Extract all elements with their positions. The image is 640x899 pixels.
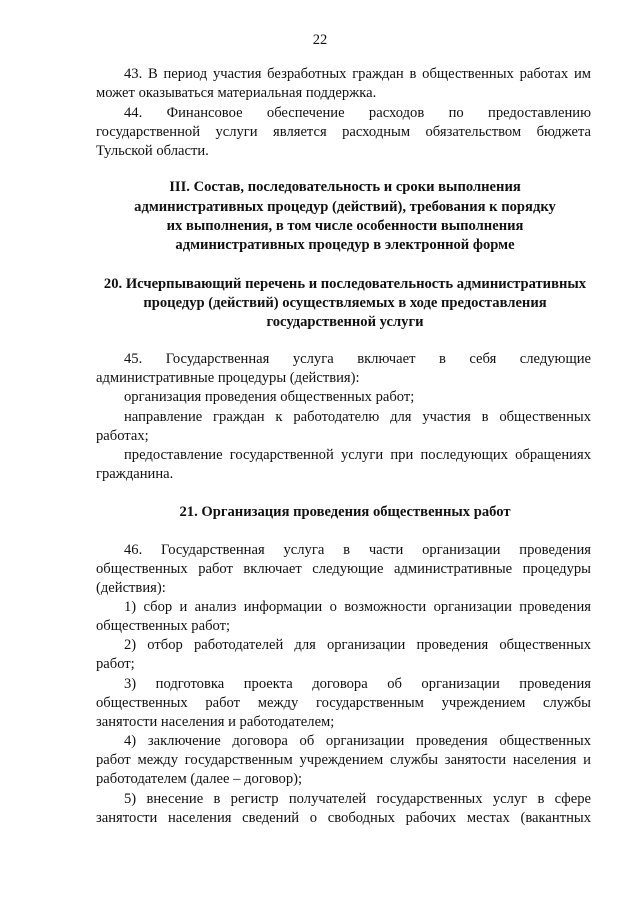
section-3-title-line-3: их выполнения, в том числе особенности выполнения <box>166 218 524 234</box>
subsection-20-title-line-3: государственной услуги <box>266 314 424 330</box>
item-4-line-1: 4) заключение договора об организации проведения общественных <box>124 733 591 749</box>
item-2-line-2: работ; <box>96 656 135 672</box>
subsection-21-title: 21. Организация проведения общественных работ <box>179 504 511 520</box>
paragraph-44-line-2: государственной услуги является расходным обязательством бюджета <box>96 124 591 140</box>
item-3-line-2: общественных работ между государственным учреждением службы <box>96 695 591 711</box>
item-4-line-2: работ между государственным учреждением службы занятости населения и <box>96 752 591 768</box>
paragraph-43-line-1: 43. В период участия безработных граждан в общественных работах им <box>124 66 591 82</box>
item-2-line-1: 2) отбор работодателей для организации проведения общественных <box>124 637 591 653</box>
paragraph-44-line-1: 44. Финансовое обеспечение расходов по предоставлению <box>124 105 591 121</box>
item-3-line-3: занятости населения и работодателем; <box>96 714 335 730</box>
item-5-line-1: 5) внесение в регистр получателей государственных услуг в сфере <box>124 791 591 807</box>
section-3-title-line-4: административных процедур в электронной форме <box>175 237 515 253</box>
item-4-line-3: работодателем (далее – договор); <box>96 771 303 787</box>
subsection-20-title-line-1: 20. Исчерпывающий перечень и последовательность административных <box>103 276 587 292</box>
paragraph-46-line-1: 46. Государственная услуга в части организации проведения <box>124 542 591 558</box>
paragraph-45-line-6: предоставление государственной услуги при последующих обращениях <box>124 447 591 463</box>
paragraph-46-line-3: (действия): <box>96 580 166 596</box>
subsection-20-title-line-2: процедур (действий) осуществляемых в ходе предоставления <box>143 295 547 311</box>
paragraph-45-line-7: гражданина. <box>96 466 174 482</box>
paragraph-45-line-4: направление граждан к работодателю для участия в общественных <box>124 409 591 425</box>
section-3-title-line-2: административных процедур (действий), требования к порядку <box>134 199 556 215</box>
paragraph-45-line-2: административные процедуры (действия): <box>96 370 360 386</box>
paragraph-45-line-5: работах; <box>96 428 149 444</box>
item-3-line-1: 3) подготовка проекта договора об организации проведения <box>124 676 591 692</box>
item-5-line-2: занятости населения сведений о свободных рабочих местах (вакантных <box>96 810 591 826</box>
paragraph-46-line-2: общественных работ включает следующие административные процедуры <box>96 561 591 577</box>
paragraph-43-line-2: может оказываться материальная поддержка. <box>96 85 377 101</box>
paragraph-45-line-3: организация проведения общественных работ; <box>124 389 415 405</box>
paragraph-44-line-3: Тульской области. <box>96 143 209 159</box>
item-1-line-2: общественных работ; <box>96 618 231 634</box>
item-1-line-1: 1) сбор и анализ информации о возможности организации проведения <box>124 599 591 615</box>
paragraph-45-line-1: 45. Государственная услуга включает в себя следующие <box>124 351 591 367</box>
page-number: 22 <box>312 32 328 48</box>
section-3-title-line-1: III. Состав, последовательность и сроки выполнения <box>169 179 521 195</box>
